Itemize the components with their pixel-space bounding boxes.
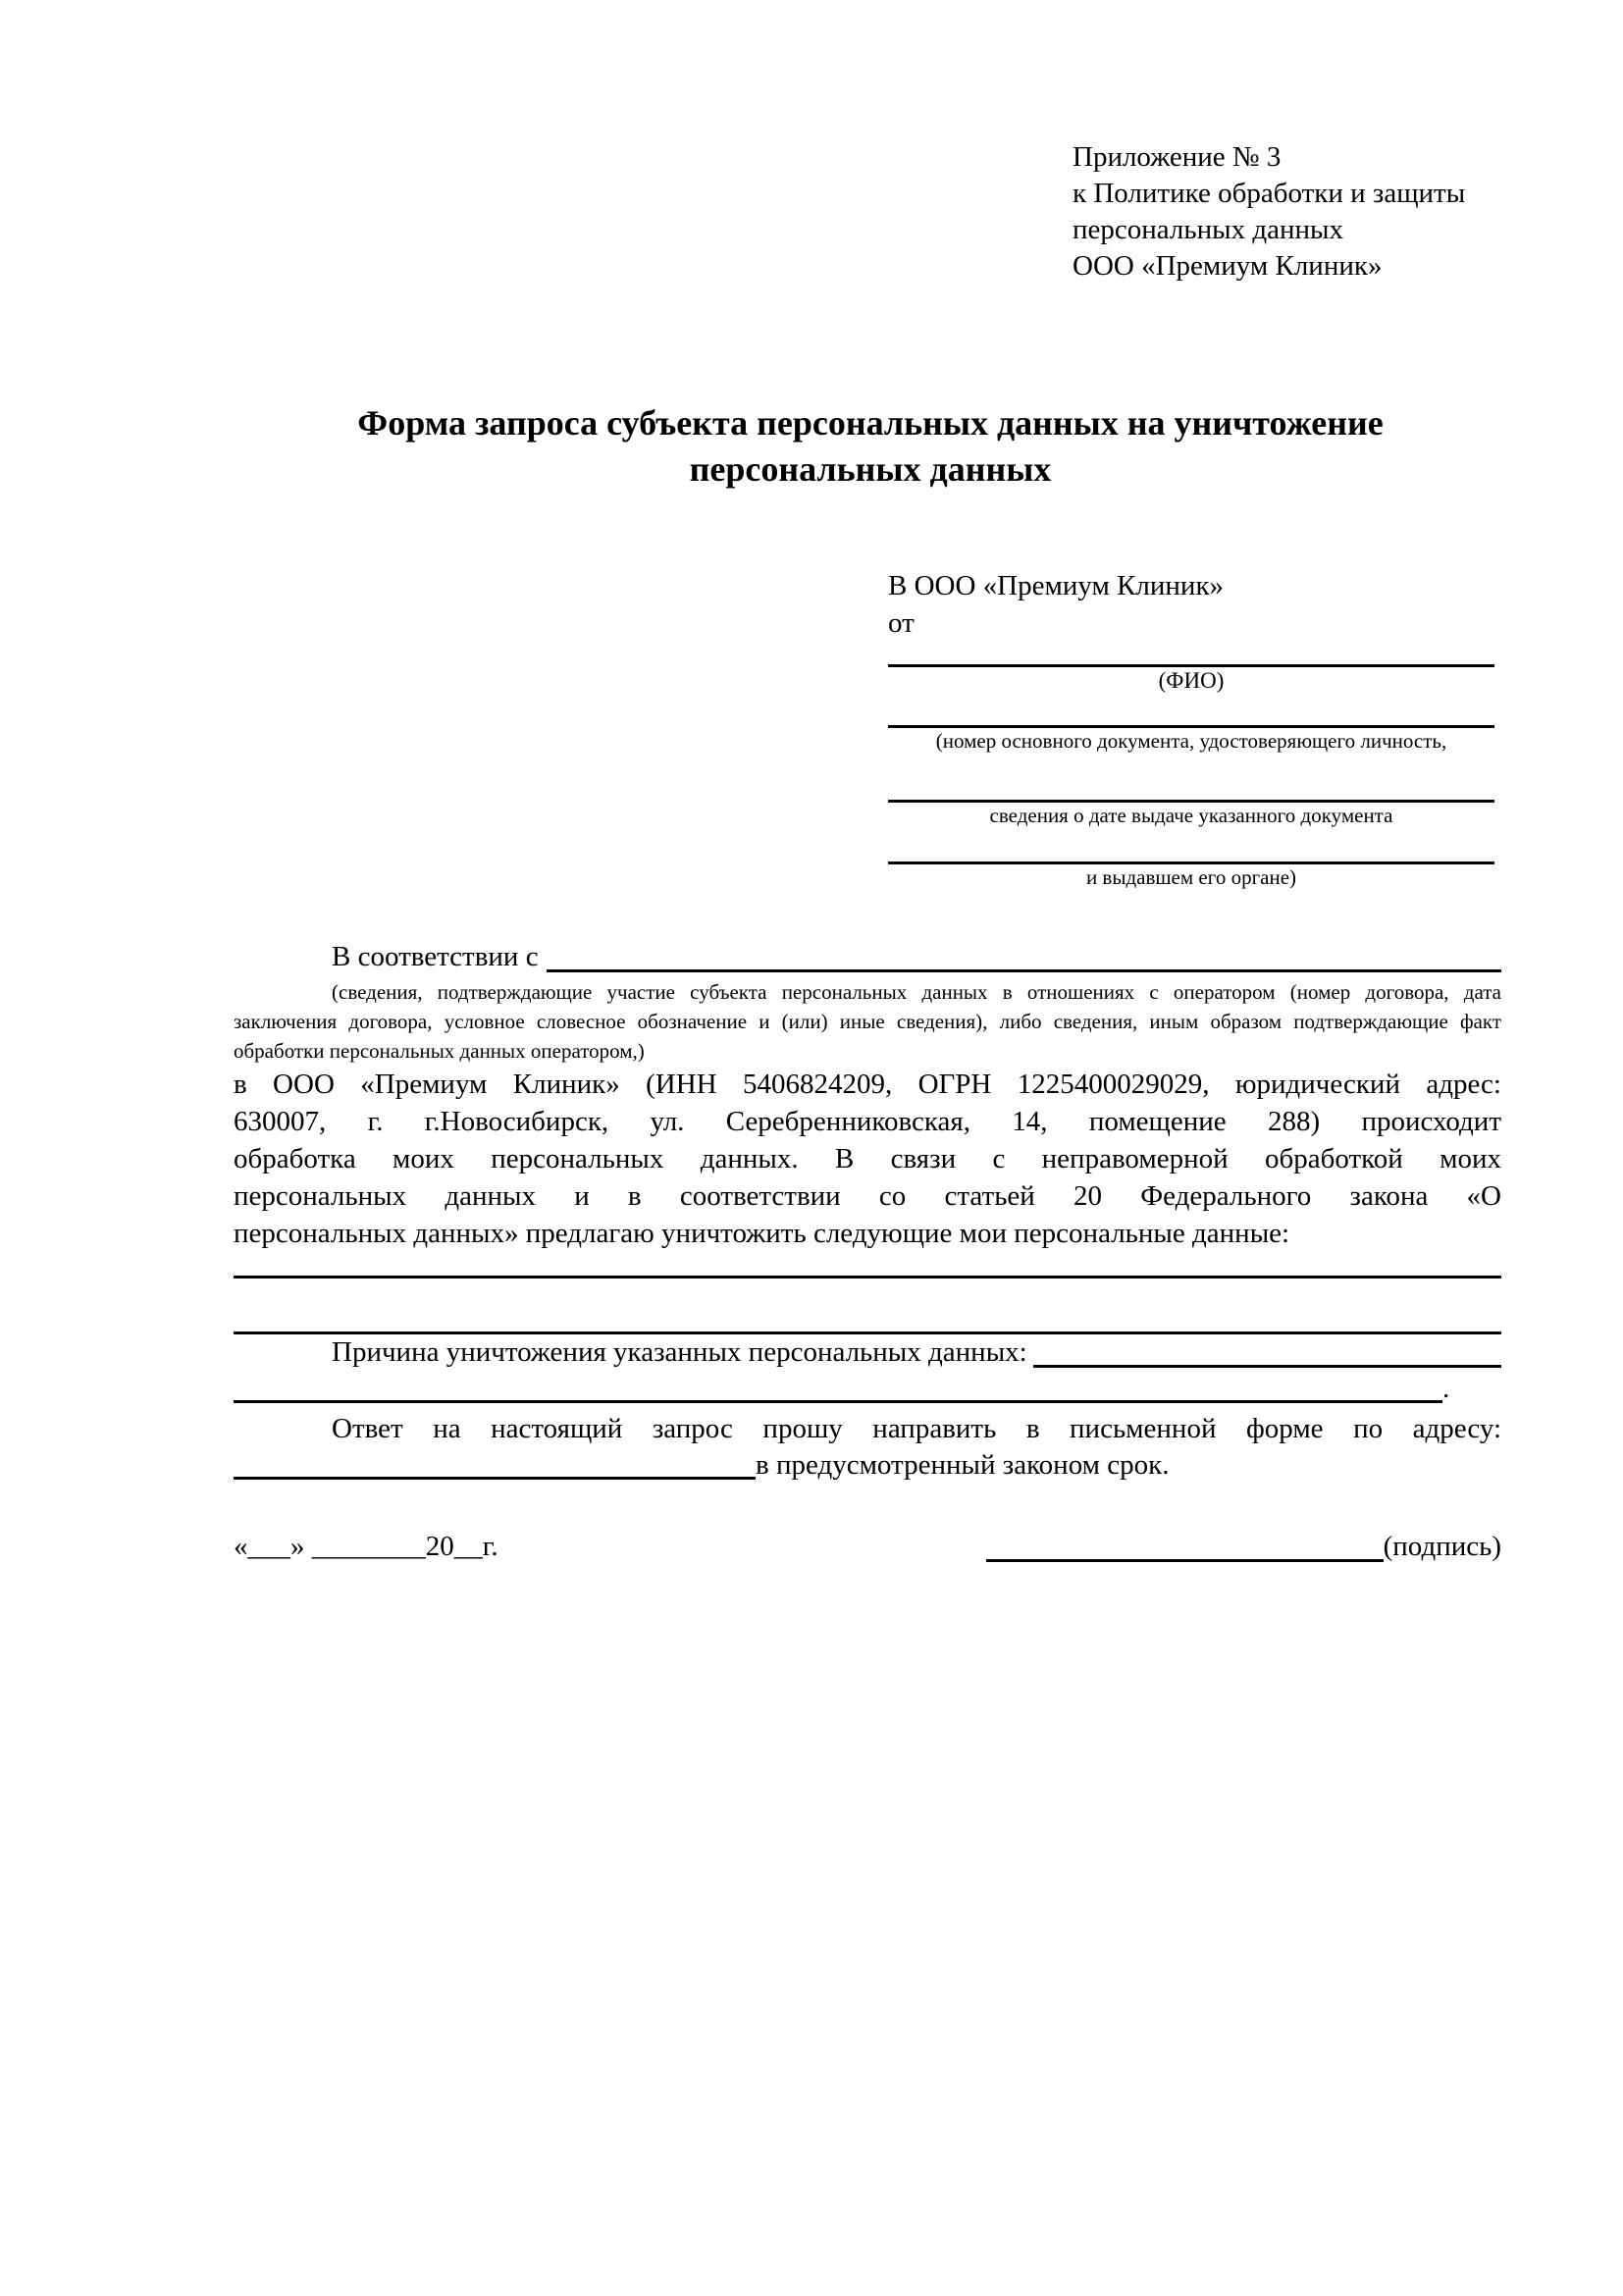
document-number-caption: (номер основного документа, удостоверяющего личность, bbox=[935, 729, 1447, 753]
main-paragraph-line-4: персональных данных и в соответствии со статьей 20 Федерального закона «О bbox=[234, 1180, 1501, 1212]
signature-blank-line bbox=[986, 1528, 1384, 1562]
appendix-header-line-3: персональных данных bbox=[1073, 214, 1344, 245]
appendix-header-line-4: ООО «Премиум Клиник» bbox=[1073, 250, 1383, 282]
fine-print-line-1: (сведения, подтверждающие участие субъекта персональных данных в отношениях с оператором (номер договора, дата bbox=[332, 980, 1501, 1004]
appendix-header-line-1: Приложение № 3 bbox=[1073, 141, 1282, 173]
reason-blank-line bbox=[1033, 1334, 1501, 1368]
main-paragraph-line-3: обработка моих персональных данных. В связи с неправомерной обработкой моих bbox=[234, 1143, 1501, 1174]
address-blank-line bbox=[234, 1447, 756, 1480]
fine-print-line-2: заключения договора, условное словесное обозначение и (или) иные сведения), либо сведения, иным образом подтверждающие факт bbox=[234, 1010, 1501, 1033]
reason-continuation-row bbox=[234, 1371, 1501, 1406]
date-signature-row bbox=[234, 1528, 1501, 1565]
accordance-row bbox=[234, 938, 1501, 975]
personal-data-blank-line-1 bbox=[234, 1252, 1501, 1278]
accordance-label: В соответствии с bbox=[332, 941, 539, 972]
fine-print bbox=[234, 977, 1501, 1066]
document-number-blank-line bbox=[888, 695, 1494, 728]
addressee-organization: В ООО «Премиум Клиник» bbox=[888, 570, 1225, 601]
issue-date-blank-line bbox=[888, 754, 1494, 803]
signature-area bbox=[986, 1528, 1501, 1565]
fio-caption: (ФИО) bbox=[1158, 668, 1225, 693]
fine-print-line-3: обработки персональных данных оператором,) bbox=[234, 1039, 645, 1063]
signature-caption: (подпись) bbox=[1383, 1531, 1501, 1562]
main-paragraph-line-1: в ООО «Премиум Клиник» (ИНН 5406824209, ОГРН 1225400029029, юридический адрес: bbox=[234, 1069, 1501, 1100]
personal-data-blank-line-2 bbox=[234, 1278, 1501, 1334]
document-body bbox=[234, 938, 1501, 1565]
response-term-text: в предусмотренный законом срок. bbox=[756, 1449, 1170, 1481]
reason-blank-line-2 bbox=[234, 1371, 1442, 1403]
fio-blank-line bbox=[888, 642, 1494, 667]
main-paragraph-line-2: 630007, г. г.Новосибирск, ул. Серебренниковская, 14, помещение 288) происходит bbox=[234, 1106, 1501, 1137]
main-paragraph-line-5: персональных данных» предлагаю уничтожить следующие мои персональные данные: bbox=[234, 1218, 1290, 1249]
response-address-row bbox=[234, 1447, 1501, 1483]
appendix-header-line-2: к Политике обработки и защиты bbox=[1073, 178, 1466, 209]
issuing-authority-caption: и выдавшем его органе) bbox=[1085, 865, 1297, 889]
addressee-block bbox=[888, 567, 1494, 890]
issuing-authority-blank-line bbox=[888, 828, 1494, 864]
issue-date-caption: сведения о дате выдаче указанного документа bbox=[989, 804, 1393, 827]
appendix-header bbox=[1073, 139, 1465, 285]
sentence-period: . bbox=[1442, 1373, 1450, 1404]
addressee-from-label: от bbox=[888, 607, 915, 639]
response-request-line: Ответ на настоящий запрос прошу направить в письменной форме по адресу: bbox=[332, 1413, 1501, 1444]
accordance-blank-line bbox=[547, 938, 1501, 972]
main-paragraph bbox=[234, 1066, 1501, 1252]
reason-label: Причина уничтожения указанных персональных данных: bbox=[332, 1336, 1027, 1368]
date-placeholder: «___» ________20__г. bbox=[234, 1531, 498, 1562]
reason-row bbox=[234, 1334, 1501, 1371]
page-title: Форма запроса субъекта персональных данных на уничтожение персональных данных bbox=[357, 403, 1384, 489]
